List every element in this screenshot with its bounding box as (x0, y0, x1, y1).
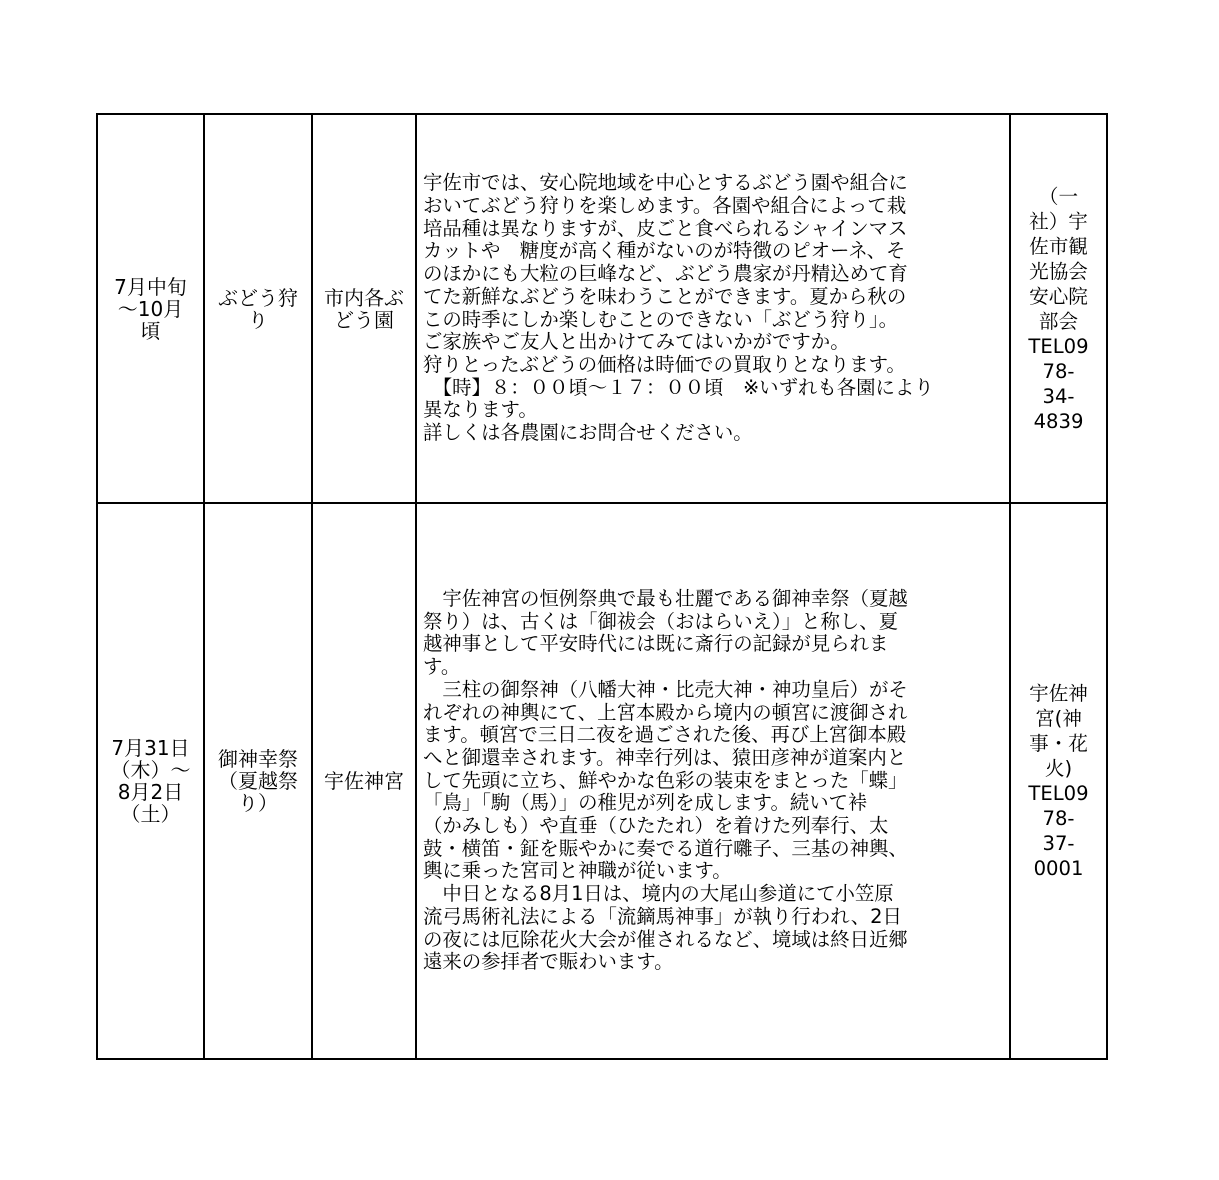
venue-cell: 宇佐神宮 (312, 503, 416, 1059)
description-cell (416, 114, 1010, 503)
table-row (97, 114, 1107, 503)
contact-cell: （一 社）宇 佐市観 光協会 安心院 部会 TEL09 78- 34- 4839 (1010, 114, 1107, 503)
description-text: 宇佐神宮の恒例祭典で最も壮麗である御神幸祭（夏越 祭り）は、古くは「御祓会（おはらいえ）」と称し、夏 越神事として平安時代には既に斎行の記録が見られま す。 三柱の御祭神（八幡大神・比売大神・神功皇后）がそ れぞれの神輿にて、上宮本殿から境内の頓宮に渡御され ます。頓宮で三日二夜を過ごされた後、再び上宮御本殿 へと御還幸されます。神幸行列は、猿田彦神が道案内と して先頭に立ち、鮮やかな色彩の装束をまとった「蝶」 「鳥」「駒（馬）」の稚児が列を成します。続いて裃 （かみしも）や直垂（ひたたれ）を着けた列奉行、太 鼓・横笛・鉦を賑やかに奏でる道行囃子、三基の神輿、 輿に乗った宮司と神職が従います。 中日となる8月1日は、境内の大尾山参道にて小笠原 流弓馬術礼法による「流鏑馬神事」が執り行われ、2日 の夜には厄除花火大会が催されるなど、境域は終日近郷 遠来の参拝者で賑わいます。 (423, 587, 908, 974)
table-row (97, 503, 1107, 1059)
date-cell: 7月中旬 ～10月 頃 (97, 114, 204, 503)
date-cell: 7月31日 （木）～ 8月2日 （土） (97, 503, 204, 1059)
event-name-cell: 御神幸祭 （夏越祭 り） (204, 503, 312, 1059)
venue-cell: 市内各ぶ どう園 (312, 114, 416, 503)
description-cell (416, 503, 1010, 1059)
event-table (96, 113, 1108, 1060)
contact-cell: 宇佐神 宮(神 事・花 火) TEL09 78- 37- 0001 (1010, 503, 1107, 1059)
description-text: 宇佐市では、安心院地域を中心とするぶどう園や組合に おいてぶどう狩りを楽しめます。各園や組合によって栽 培品種は異なりますが、皮ごと食べられるシャインマス カットや 糖度が高く種がないのが特徴のピオーネ、そ のほかにも大粒の巨峰など、ぶどう農家が丹精込めて育 てた新鮮なぶどうを味わうことができます。夏から秋の この時季にしか楽しむことのできない「ぶどう狩り」。 ご家族やご友人と出かけてみてはいかがですか。 狩りとったぶどうの価格は時価での買取りとなります。 【時】８：００頃～１７：００頃 ※いずれも各園により 異なります。 詳しくは各農園にお問合せください。 (423, 171, 934, 445)
event-name-cell: ぶどう狩 り (204, 114, 312, 503)
